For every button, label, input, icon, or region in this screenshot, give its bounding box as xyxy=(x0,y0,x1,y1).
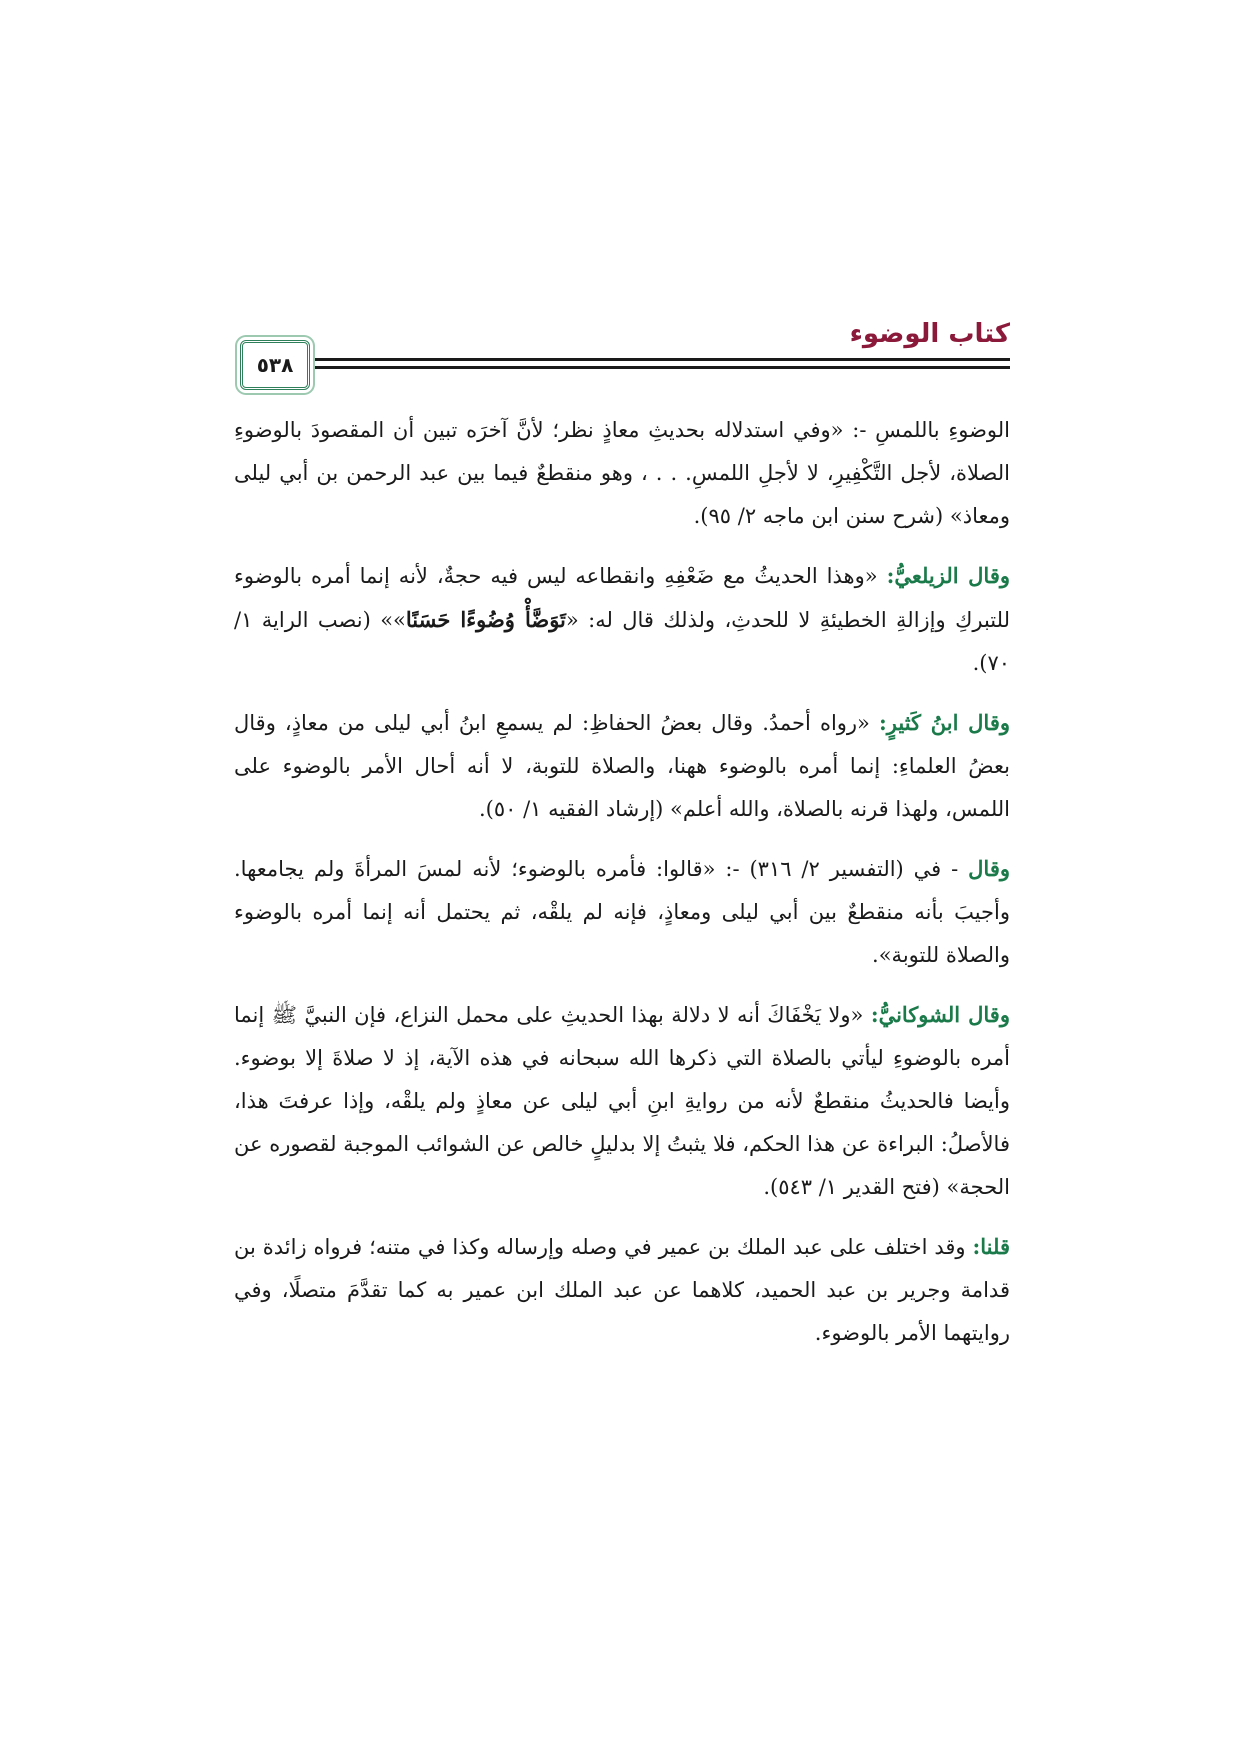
header-rule-bottom xyxy=(234,366,1010,369)
paragraph-lead: قلنا: xyxy=(972,1234,1010,1259)
paragraph-1 xyxy=(234,408,1010,538)
hadith-quote: تَوَضَّأْ وُضُوءًا حَسَنًا xyxy=(405,607,566,632)
paragraph-lead: وقال ابنُ كَثيرٍ: xyxy=(879,710,1011,735)
paragraph-lead: وقال الزيلعيُّ: xyxy=(886,563,1010,588)
page-number-badge xyxy=(240,340,310,390)
paragraph-text: «وهذا الحديثُ مع ضَعْفِهِ وانقطاعه ليس فيه حجةٌ، لأنه إنما أمره بالوضوء للتبركِ وإزالةِ الخطيئةِ لا للحدثِ، ولذلك قال له: « xyxy=(234,564,1010,632)
paragraph-lead: وقال الشوكانيُّ: xyxy=(870,1002,1010,1027)
book-title: كتاب الوضوء xyxy=(849,319,1010,349)
page-number: ٥٣٨ xyxy=(256,353,294,377)
paragraph-lead: وقال xyxy=(968,856,1010,881)
paragraph-5 xyxy=(234,993,1010,1209)
paragraph-text: «رواه أحمدُ. وقال بعضُ الحفاظِ: لم يسمعِ ابنُ أبي ليلى من معاذٍ، وقال بعضُ العلماءِ: إنما أمره بالوضوء ههنا، والصلاة للتوبة، لا أنه أحال الأمر بالوضوء على اللمس، ولهذا قرنه بالصلاة، والله أعلم» (إرشاد الفقيه ١/ ٥٠). xyxy=(234,711,1010,821)
paragraph-text: الوضوءِ باللمسِ -: «وفي استدلاله بحديثِ معاذٍ نظر؛ لأنَّ آخرَه تبين أن المقصودَ بالوضوءِ الصلاة، لأجل التَّكْفِيرِ، لا لأجلِ اللمسِ. . . ، وهو منقطعٌ فيما بين عبد الرحمن بن أبي ليلى ومعاذ» (شرح سنن ابن ماجه ٢/ ٩٥). xyxy=(234,418,1010,528)
paragraph-text: وقد اختلف على عبد الملك بن عمير في وصله وإرساله وكذا في متنه؛ فرواه زائدة بن قدامة وجرير بن عبد الحميد، كلاهما عن عبد الملك ابن عمير به كما تقدَّمَ متصلًا، وفي روايتهما الأمر بالوضوء. xyxy=(234,1235,1010,1345)
paragraph-text: «ولا يَخْفَاكَ أنه لا دلالة بهذا الحديثِ على محمل النزاع، فإن النبيَّ ﷺ إنما أمره بالوضوءِ ليأتي بالصلاة التي ذكرها الله سبحانه في هذه الآية، إذ لا صلاةَ إلا بوضوء. وأيضا فالحديثُ منقطعٌ لأنه من روايةِ ابنِ أبي ليلى عن معاذٍ ولم يلقْه، وإذا عرفتَ هذا، فالأصلُ: البراءة عن هذا الحكم، فلا يثبتُ إلا بدليلٍ خالص عن الشوائب الموجبة لقصوره عن الحجة» (فتح القدير ١/ ٥٤٣). xyxy=(234,1003,1010,1199)
paragraph-2 xyxy=(234,554,1010,685)
header-rule-top xyxy=(234,358,1010,361)
paragraph-tail: »» (نصب الراية ١/ ٧٠). xyxy=(234,608,1010,675)
paragraph-3 xyxy=(234,701,1010,831)
paragraph-text: - في (التفسير ٢/ ٣١٦) -: «قالوا: فأمره بالوضوء؛ لأنه لمسَ المرأةَ ولم يجامعها. وأجيبَ بأنه منقطعٌ بين أبي ليلى ومعاذٍ، فإنه لم يلقْه، ثم يحتمل أنه إنما أمره بالوضوء والصلاة للتوبة». xyxy=(234,857,1010,967)
page-body xyxy=(234,408,1010,1371)
page-header xyxy=(234,318,1010,388)
paragraph-6 xyxy=(234,1225,1010,1355)
paragraph-4 xyxy=(234,847,1010,977)
